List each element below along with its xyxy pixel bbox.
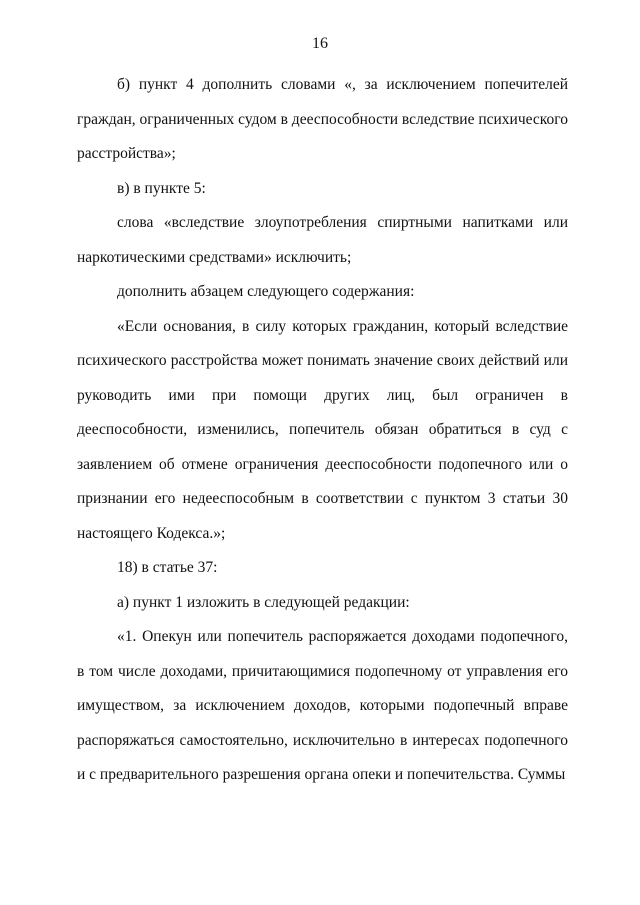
paragraph-quoted-amendment: «Если основания, в силу которых гражданин, который вследствие психического расстройства может понимать значение своих действий или руководить ими при помощи других лиц, был ограничен в дееспособности, изменились, попечитель обязан обратиться в суд с заявлением об отмене ограничения дееспособности подопечного или о признании его недееспособным в соответствии с пунктом 3 статьи 30 настоящего Кодекса.»; <box>77 317 568 542</box>
paragraph-words-delete: слова «вследствие злоупотребления спиртными напитками или наркотическими средствами» исключить; <box>77 214 568 266</box>
document-body <box>77 68 568 793</box>
paragraph-a-item-1: а) пункт 1 изложить в следующей редакции: <box>117 593 410 611</box>
page-number: 16 <box>312 35 328 52</box>
paragraph-item-1-text: «1. Опекун или попечитель распоряжается доходами подопечного, в том числе доходами, причитающимися подопечному от управления его имуществом, за исключением доходов, которыми подопечный вправе распоряжаться самостоятельно, исключительно в интересах подопечного и с предварительного разрешения органа опеки и попечительства. Суммы <box>77 628 568 783</box>
paragraph-v-item-5: в) в пункте 5: <box>117 179 206 197</box>
paragraph-add-subparagraph: дополнить абзацем следующего содержания: <box>117 283 415 300</box>
paragraph-article-37: 18) в статье 37: <box>117 559 218 576</box>
paragraph-b-item-4: б) пункт 4 дополнить словами «, за исключением попечителей граждан, ограниченных судом в дееспособности вследствие психического расстройства»; <box>77 76 569 162</box>
